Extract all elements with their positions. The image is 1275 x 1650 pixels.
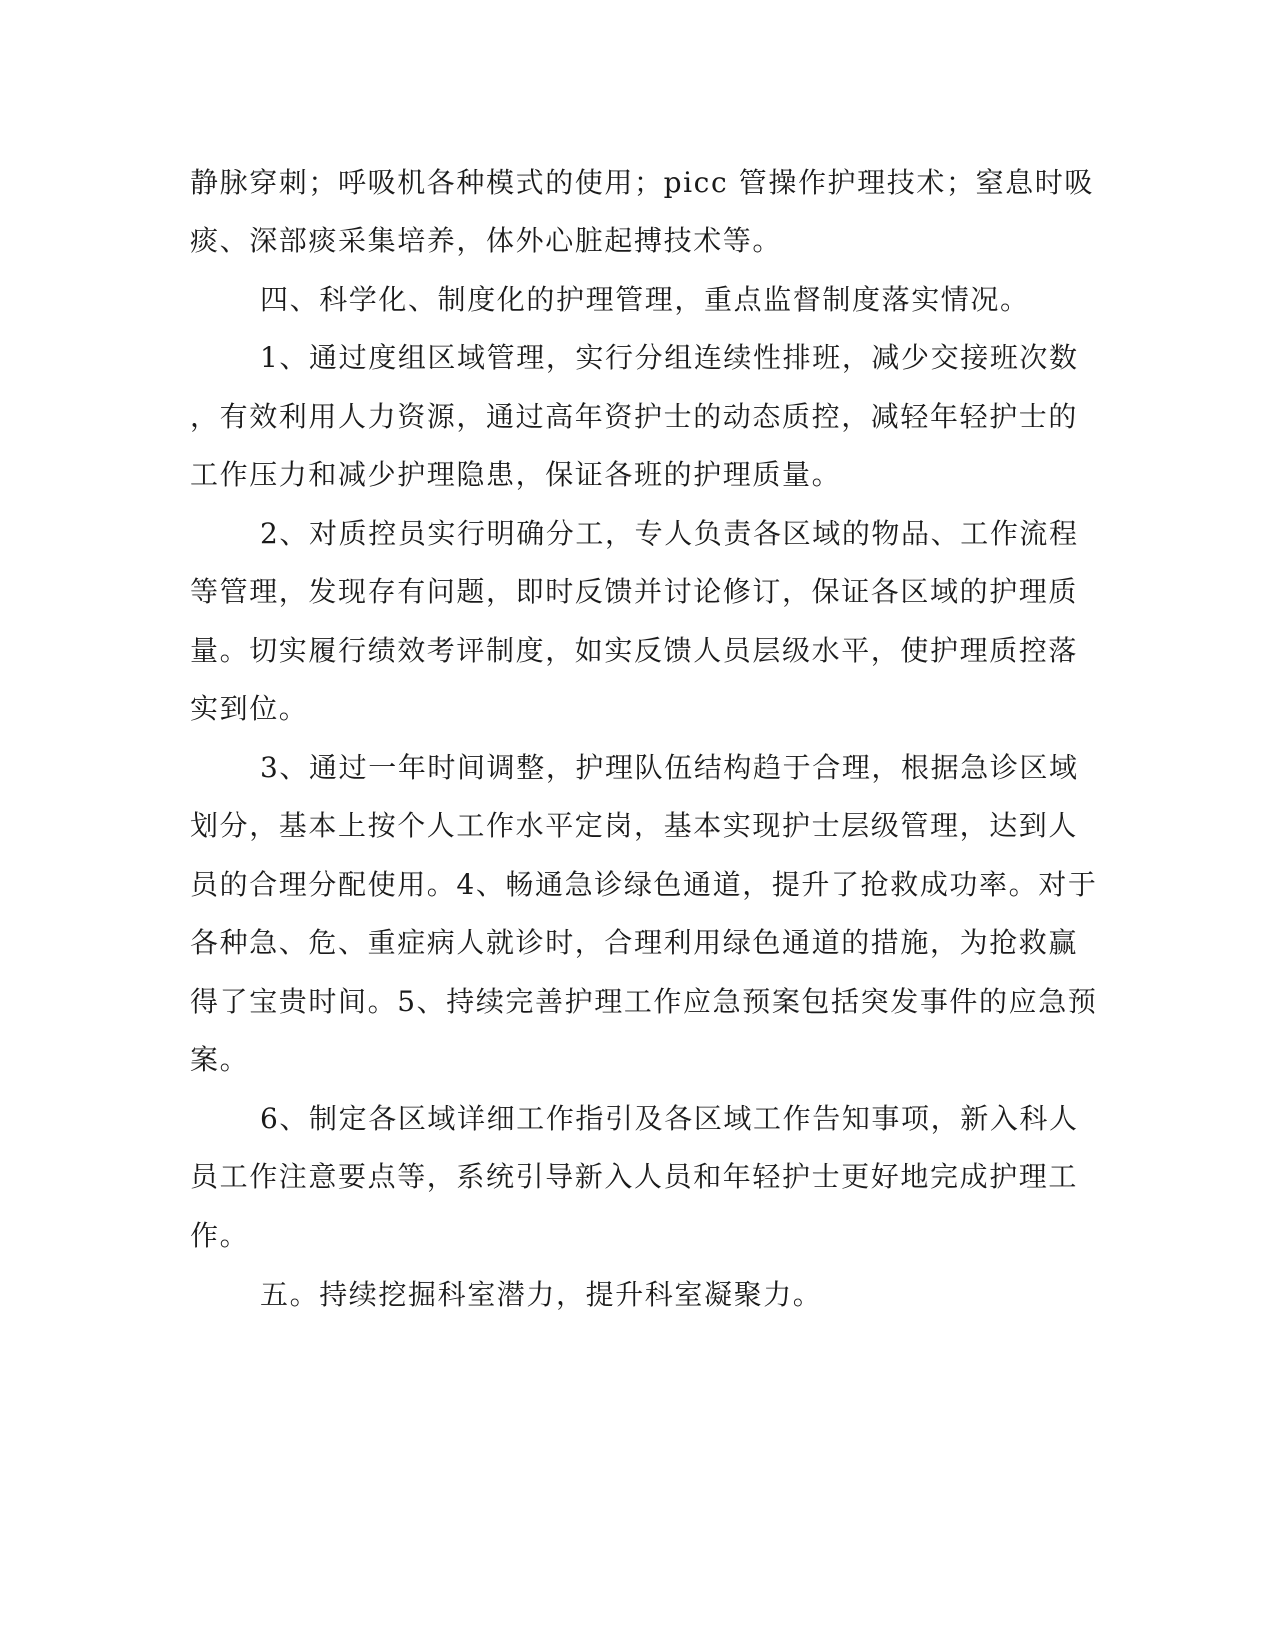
text-line: 员工作注意要点等，系统引导新入人员和年轻护士更好地完成护理工 xyxy=(190,1160,1079,1193)
section-heading: 五。持续挖掘科室潜力，提升科室凝聚力。 xyxy=(260,1278,823,1311)
text-line: 得了宝贵时间。5、持续完善护理工作应急预案包括突发事件的应急预 xyxy=(190,985,1098,1018)
text-line: 作。 xyxy=(190,1219,250,1252)
text-line: 工作压力和减少护理隐患，保证各班的护理质量。 xyxy=(190,458,842,491)
text-line: 6、制定各区域详细工作指引及各区域工作告知事项，新入科人 xyxy=(260,1102,1079,1135)
text-line: 量。切实履行绩效考评制度，如实反馈人员层级水平，使护理质控落 xyxy=(190,634,1079,667)
section-heading: 四、科学化、制度化的护理管理，重点监督制度落实情况。 xyxy=(260,283,1030,316)
text-line: 实到位。 xyxy=(190,692,309,725)
text-line: 员的合理分配使用。4、畅通急诊绿色通道，提升了抢救成功率。对于 xyxy=(190,868,1098,901)
text-line: 1、通过度组区域管理，实行分组连续性排班，减少交接班次数 xyxy=(260,341,1079,374)
text-line: 等管理，发现存有问题，即时反馈并讨论修订，保证各区域的护理质 xyxy=(190,575,1079,608)
text-line: ，有效利用人力资源，通过高年资护士的动态质控，减轻年轻护士的 xyxy=(190,400,1079,433)
text-line: 3、通过一年时间调整，护理队伍结构趋于合理，根据急诊区域 xyxy=(260,751,1079,784)
text-line: 静脉穿刺；呼吸机各种模式的使用；picc 管操作护理技术；窒息时吸 xyxy=(190,166,1094,199)
text-line: 划分，基本上按个人工作水平定岗，基本实现护士层级管理，达到人 xyxy=(190,809,1079,842)
text-line: 各种急、危、重症病人就诊时，合理利用绿色通道的措施，为抢救赢 xyxy=(190,926,1079,959)
text-line: 2、对质控员实行明确分工，专人负责各区域的物品、工作流程 xyxy=(260,517,1079,550)
text-line: 案。 xyxy=(190,1043,250,1076)
text-line: 痰、深部痰采集培养，体外心脏起搏技术等。 xyxy=(190,224,783,257)
